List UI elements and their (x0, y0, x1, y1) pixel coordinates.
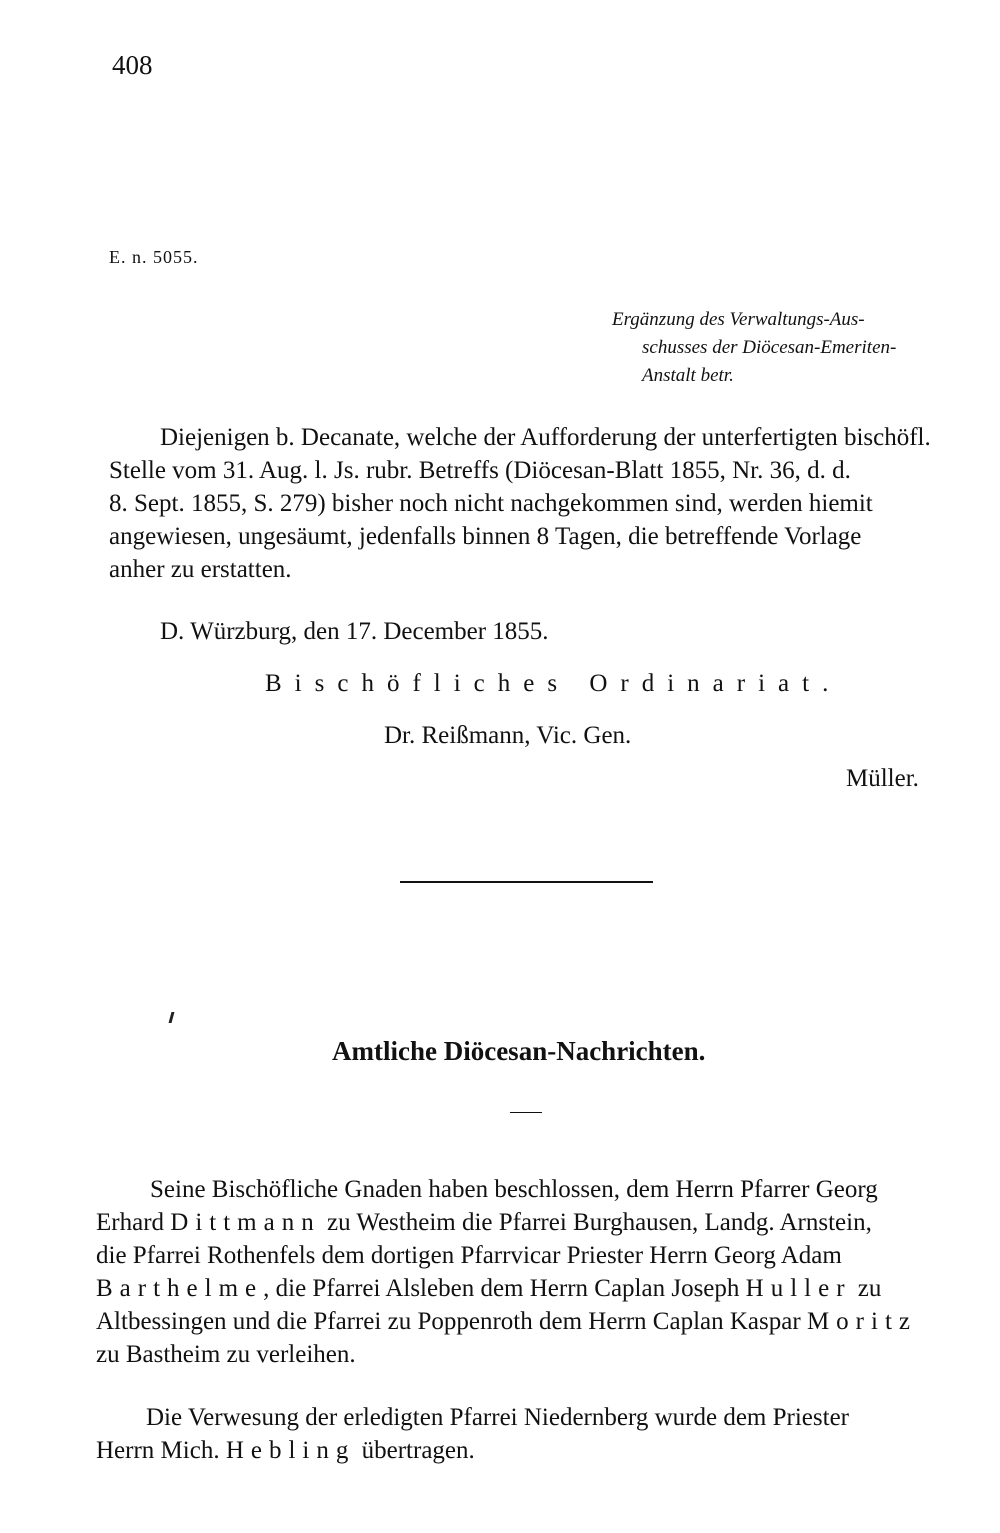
issuing-authority: Bischöfliches Ordinariat. (265, 670, 842, 697)
countersignature: Müller. (846, 765, 919, 792)
subject-note (612, 306, 952, 390)
person-name: Hebling (225, 1437, 356, 1464)
appointments-line: Altbessingen und die Pfarrei zu Poppenroth dem Herrn Caplan Kaspar Moritz (96, 1308, 917, 1335)
administration-line: Herrn Mich. Hebling übertragen. (96, 1437, 475, 1464)
appointments-line: Erhard Dittmann zu Westheim die Pfarrei Burghausen, Landg. Arnstein, (96, 1209, 872, 1236)
section-divider (400, 881, 653, 883)
dateline: D. Würzburg, den 17. December 1855. (160, 618, 549, 645)
appointments-line: zu Bastheim zu verleihen. (96, 1341, 356, 1368)
notice-line: Diejenigen b. Decanate, welche der Aufforderung der unterfertigten bischöfl. (160, 424, 931, 451)
section-heading: Amtliche Diöcesan-Nachrichten. (332, 1036, 706, 1066)
heading-rule (510, 1112, 542, 1113)
person-name: Dittmann (170, 1209, 321, 1236)
ink-speck (169, 1012, 175, 1023)
subject-line: schusses der Diöcesan-Emeriten- (642, 337, 897, 358)
reference-number: E. n. 5055. (109, 247, 199, 267)
appointments-line: Seine Bischöfliche Gnaden haben beschlossen, dem Herrn Pfarrer Georg (150, 1176, 878, 1203)
appointments-line: Barthelme, die Pfarrei Alsleben dem Herrn Caplan Joseph Huller zu (96, 1275, 882, 1302)
notice-line: Stelle vom 31. Aug. l. Js. rubr. Betreffs (Diöcesan-Blatt 1855, Nr. 36, d. d. (109, 457, 851, 484)
subject-line: Ergänzung des Verwaltungs-Aus- (612, 309, 865, 330)
subject-line: Anstalt betr. (642, 365, 734, 386)
appointments-line: die Pfarrei Rothenfels dem dortigen Pfarrvicar Priester Herrn Georg Adam (96, 1242, 842, 1269)
notice-line: angewiesen, ungesäumt, jedenfalls binnen 8 Tagen, die betreffende Vorlage (109, 523, 862, 550)
person-name: Barthelme (96, 1275, 264, 1302)
page-number: 408 (112, 50, 153, 80)
signatory: Dr. Reißmann, Vic. Gen. (384, 722, 632, 749)
notice-line: 8. Sept. 1855, S. 279) bisher noch nicht nachgekommen sind, werden hiemit (109, 490, 873, 517)
person-name: Huller (745, 1275, 852, 1302)
administration-line: Die Verwesung der erledigten Pfarrei Niedernberg wurde dem Priester (146, 1404, 849, 1431)
person-name: Moritz (806, 1308, 917, 1335)
notice-line: anher zu erstatten. (109, 556, 292, 583)
